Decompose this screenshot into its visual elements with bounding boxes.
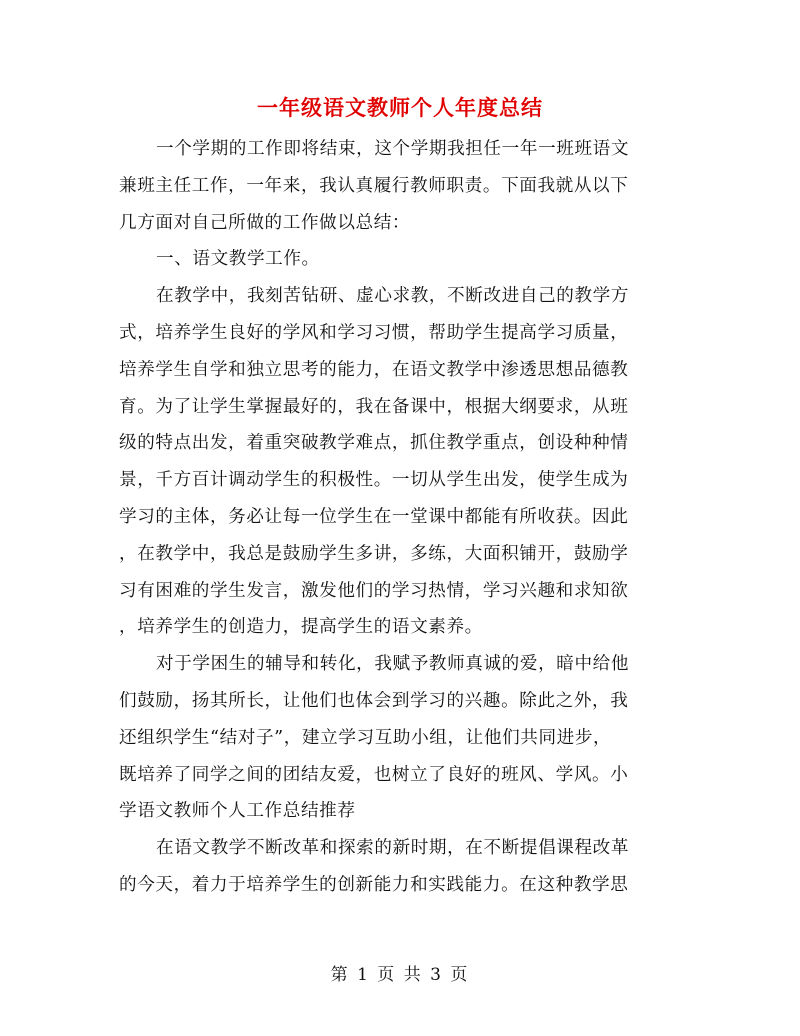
paragraph-line: 几方面对自己所做的工作做以总结： xyxy=(119,212,411,233)
current-page-number: 1 xyxy=(357,965,370,985)
section-heading: 一、语文教学工作。 xyxy=(156,249,320,270)
page-mid: 页 共 xyxy=(377,965,423,985)
page-suffix: 页 xyxy=(450,965,470,985)
total-pages-number: 3 xyxy=(430,965,443,985)
paragraph-line: 在教学中，我刻苦钻研、虚心求教，不断改进自己的教学方 xyxy=(156,286,630,307)
paragraph-line: 学习的主体，务必让每一位学生在一堂课中都能有所收获。因此 xyxy=(119,506,629,527)
paragraph-line: 兼班主任工作，一年来，我认真履行教师职责。下面我就从以下 xyxy=(119,175,629,196)
paragraph-line: 一个学期的工作即将结束，这个学期我担任一年一班班语文 xyxy=(156,139,630,159)
paragraph-line: 景，千方百计调动学生的积极性。一切从学生出发，使学生成为 xyxy=(119,470,629,491)
document-body xyxy=(119,131,684,904)
paragraph-line: ，在教学中，我总是鼓励学生多讲，多练，大面积铺开，鼓励学 xyxy=(119,543,629,564)
paragraph-line: 在语文教学不断改革和探索的新时期，在不断提倡课程改革 xyxy=(156,838,630,859)
page-prefix: 第 xyxy=(330,965,350,985)
page-footer xyxy=(0,960,800,985)
paragraph-line: 育。为了让学生掌握最好的，我在备课中，根据大纲要求，从班 xyxy=(119,396,629,417)
paragraph-line: 还组织学生“结对子”，建立学习互助小组，让他们共同进步， xyxy=(119,727,612,748)
paragraph-line: 级的特点出发，着重突破教学难点，抓住教学重点，创设种种情 xyxy=(119,433,629,454)
paragraph-line: 既培养了同学之间的团结友爱，也树立了良好的班风、学风。小 xyxy=(119,764,629,785)
paragraph-line: 培养学生自学和独立思考的能力，在语文教学中渗透思想品德教 xyxy=(119,359,629,380)
paragraph-line: ，培养学生的创造力，提高学生的语文素养。 xyxy=(119,617,483,638)
paragraph-line: 习有困难的学生发言，激发他们的学习热情，学习兴趣和求知欲 xyxy=(119,580,629,601)
paragraph-line: 对于学困生的辅导和转化，我赋予教师真诚的爱，暗中给他 xyxy=(156,654,630,675)
document-title: 一年级语文教师个人年度总结 xyxy=(257,95,543,120)
paragraph-line: 们鼓励，扬其所长，让他们也体会到学习的兴趣。除此之外，我 xyxy=(119,690,629,711)
paragraph-line: 式，培养学生良好的学风和学习习惯，帮助学生提高学习质量， xyxy=(119,322,629,343)
paragraph-line: 的今天，着力于培养学生的创新能力和实践能力。在这种教学思 xyxy=(119,874,629,895)
paragraph-line: 学语文教师个人工作总结推荐 xyxy=(119,801,356,822)
